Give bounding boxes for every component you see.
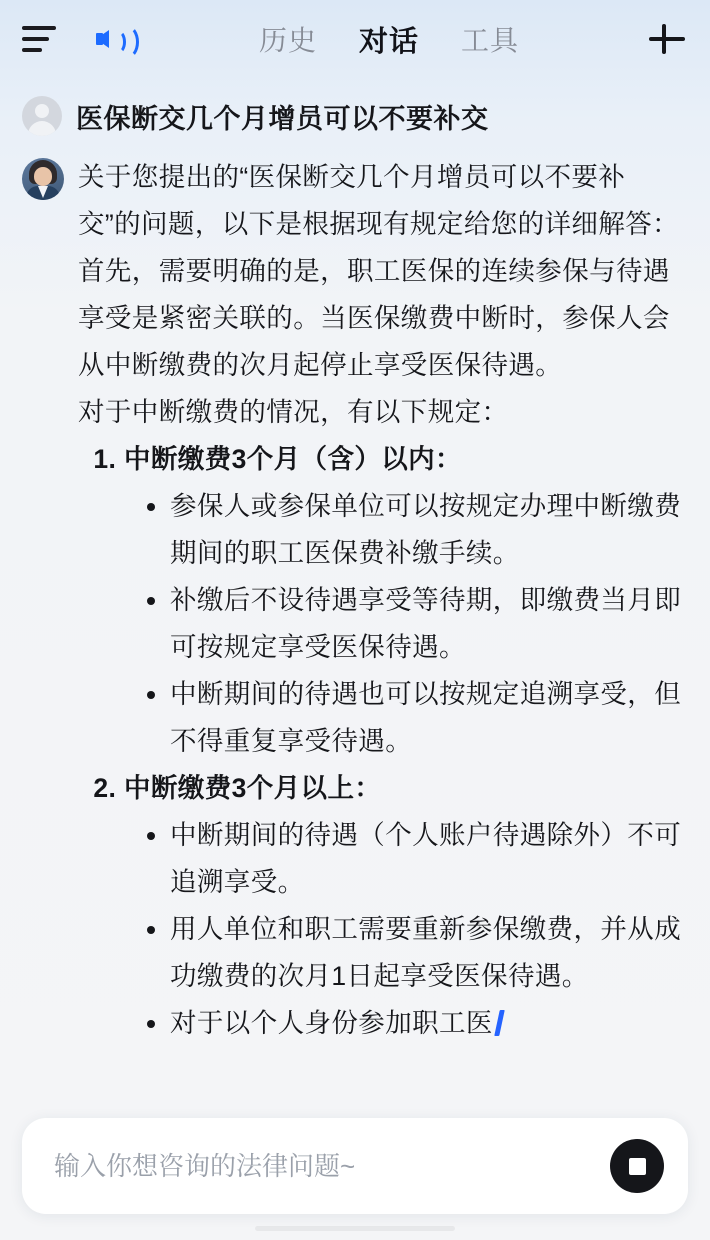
list-item: • 参保人或参保单位可以按规定办理中断缴费期间的职工医保费补缴手续。 — [170, 483, 686, 577]
speaker-wave-outer — [115, 25, 139, 59]
section-2-bullets — [124, 812, 686, 1047]
list-item — [170, 1000, 686, 1047]
tab-history[interactable]: 历史 — [258, 25, 317, 56]
assistant-ordered-list — [78, 436, 686, 1047]
home-indicator — [255, 1226, 455, 1231]
assistant-message — [22, 146, 686, 1047]
list-item — [124, 436, 686, 765]
section-1-bullets — [124, 483, 686, 765]
streaming-text: 对于以个人身份参加职工医 — [170, 1008, 493, 1038]
user-message-text: 医保断交几个月增员可以不要补交 — [76, 103, 489, 134]
message-input[interactable] — [52, 1150, 610, 1183]
section-1-title: 中断缴费3个月（含）以内： — [124, 444, 462, 474]
composer-bar — [0, 1104, 710, 1240]
menu-line-2 — [22, 37, 49, 41]
typing-caret-icon — [494, 1010, 505, 1036]
section-2-title: 中断缴费3个月以上： — [124, 773, 382, 803]
menu-line-1 — [22, 26, 56, 30]
assistant-paragraph-3: 对于中断缴费的情况，有以下规定： — [78, 397, 509, 427]
hamburger-menu-icon[interactable] — [22, 19, 62, 59]
tab-conversation[interactable]: 对话 — [358, 25, 419, 58]
user-avatar — [22, 96, 62, 136]
user-message — [22, 78, 686, 146]
top-bar — [0, 0, 710, 78]
list-item — [124, 765, 686, 1047]
speaker-on-icon[interactable] — [96, 19, 140, 59]
tab-tools[interactable]: 工具 — [461, 25, 520, 56]
plus-icon[interactable] — [646, 18, 688, 60]
conversation-area[interactable] — [0, 78, 710, 1240]
assistant-avatar — [22, 158, 64, 200]
list-item: • 中断期间的待遇（个人账户待遇除外）不可追溯享受。 — [170, 812, 686, 906]
assistant-message-body — [78, 154, 686, 1047]
tab-bar — [140, 19, 638, 60]
list-item: • 用人单位和职工需要重新参保缴费，并从成功缴费的次月1日起享受医保待遇。 — [170, 906, 686, 1000]
composer[interactable] — [22, 1118, 688, 1214]
menu-line-3 — [22, 48, 42, 52]
assistant-paragraph-1: 关于您提出的“医保断交几个月增员可以不要补交”的问题，以下是根据现有规定给您的详细解答： — [78, 162, 680, 239]
list-item: • 中断期间的待遇也可以按规定追溯享受，但不得重复享受待遇。 — [170, 671, 686, 765]
list-item: • 补缴后不设待遇享受等待期，即缴费当月即可按规定享受医保待遇。 — [170, 577, 686, 671]
avatar-face — [34, 167, 52, 186]
speaker-cone — [96, 30, 109, 48]
stop-square — [629, 1158, 646, 1175]
assistant-paragraph-2: 首先，需要明确的是，职工医保的连续参保与待遇享受是紧密关联的。当医保缴费中断时，参保人会从中断缴费的次月起停止享受医保待遇。 — [78, 256, 670, 380]
stop-recording-icon[interactable] — [610, 1139, 664, 1193]
